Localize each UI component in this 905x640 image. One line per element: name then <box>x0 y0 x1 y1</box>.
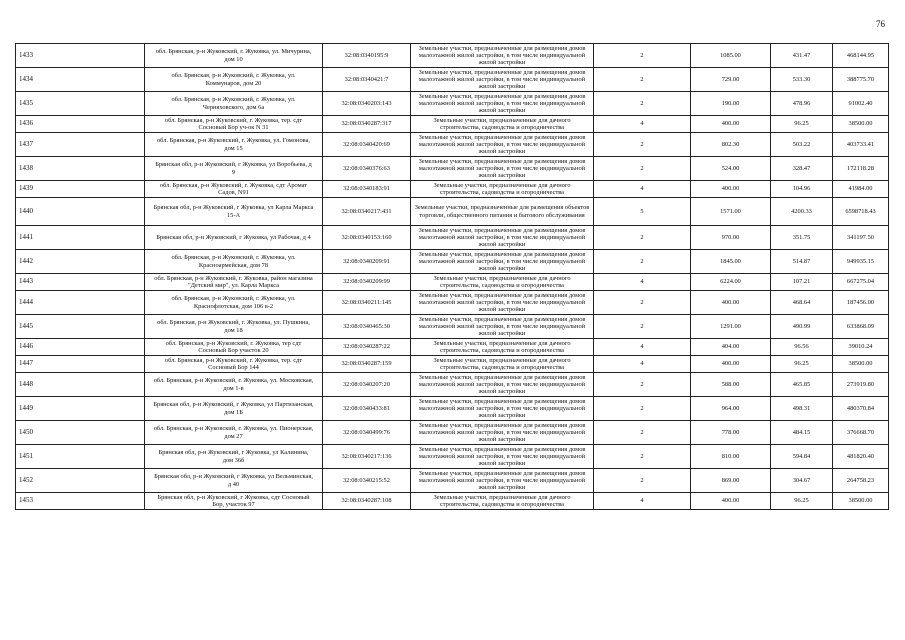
cadastral-value-cell: 39010.24 <box>833 339 889 356</box>
area-cell: 1291.00 <box>691 315 771 339</box>
specific-value-cell: 478.96 <box>771 92 833 116</box>
specific-value-cell: 96.25 <box>771 356 833 373</box>
table-row <box>16 133 889 157</box>
row-number: 1434 <box>16 68 145 92</box>
land-use-cell: Земельные участки, предназначенные для дачного строительства, садоводства и огородничества <box>411 274 594 291</box>
cadastral-value-cell: 41984.00 <box>833 181 889 198</box>
cadastral-value-table <box>15 43 889 510</box>
cadastral-value-cell: 341197.50 <box>833 226 889 250</box>
cadastral-value-cell: 91002.40 <box>833 92 889 116</box>
cadastral-number-cell: 32:08:0340287:108 <box>323 493 411 510</box>
land-use-cell: Земельные участки, предназначенные для размещения домов малоэтажной жилой застройки, в том числе индивидуальной жилой застройки <box>411 421 594 445</box>
address-cell: обл. Брянская, р-н Жуковский, г. Жуковка, тер. сдт Сосновый Бор 144 <box>145 356 323 373</box>
row-number: 1450 <box>16 421 145 445</box>
table-row <box>16 250 889 274</box>
area-cell: 404.00 <box>691 339 771 356</box>
specific-value-cell: 468.64 <box>771 291 833 315</box>
land-use-cell: Земельные участки, предназначенные для размещения домов малоэтажной жилой застройки, в том числе индивидуальной жилой застройки <box>411 44 594 68</box>
specific-value-cell: 533.30 <box>771 68 833 92</box>
group-cell: 2 <box>594 44 691 68</box>
address-cell: обл. Брянская, р-н Жуковский, г. Жуковка, ул. Гомонова, дом 15 <box>145 133 323 157</box>
area-cell: 1085.00 <box>691 44 771 68</box>
table-row <box>16 92 889 116</box>
area-cell: 1571.00 <box>691 198 771 226</box>
cadastral-value-cell: 376668.70 <box>833 421 889 445</box>
row-number: 1451 <box>16 445 145 469</box>
cadastral-number-cell: 32:08:0340217:431 <box>323 198 411 226</box>
address-cell: Брянская обл, р-н Жуковский, г Жуковка, ул Вельминская, д 40 <box>145 469 323 493</box>
cadastral-number-cell: 32:08:0340209:99 <box>323 274 411 291</box>
row-number: 1437 <box>16 133 145 157</box>
row-number: 1439 <box>16 181 145 198</box>
land-use-cell: Земельные участки, предназначенные для размещения домов малоэтажной жилой застройки, в том числе индивидуальной жилой застройки <box>411 68 594 92</box>
group-cell: 2 <box>594 157 691 181</box>
table-row <box>16 373 889 397</box>
address-cell: обл. Брянская, р-н Жуковский, г. Жуковка, ул. Красноармейская, дом 78 <box>145 250 323 274</box>
page-number: 76 <box>876 19 885 29</box>
land-use-cell: Земельные участки, предназначенные для размещения объектов торговли, общественного питания и бытового обслуживания <box>411 198 594 226</box>
cadastral-number-cell: 32:08:0340203:143 <box>323 92 411 116</box>
land-use-cell: Земельные участки, предназначенные для размещения домов малоэтажной жилой застройки, в том числе индивидуальной жилой застройки <box>411 92 594 116</box>
land-use-cell: Земельные участки, предназначенные для размещения домов малоэтажной жилой застройки, в том числе индивидуальной жилой застройки <box>411 291 594 315</box>
cadastral-number-cell: 32:08:0340215:52 <box>323 469 411 493</box>
land-use-cell: Земельные участки, предназначенные для размещения домов малоэтажной жилой застройки, в том числе индивидуальной жилой застройки <box>411 157 594 181</box>
row-number: 1449 <box>16 397 145 421</box>
row-number: 1440 <box>16 198 145 226</box>
table-row <box>16 421 889 445</box>
area-cell: 729.00 <box>691 68 771 92</box>
area-cell: 802.30 <box>691 133 771 157</box>
table-row <box>16 339 889 356</box>
row-number: 1435 <box>16 92 145 116</box>
land-use-cell: Земельные участки, предназначенные для размещения домов малоэтажной жилой застройки, в том числе индивидуальной жилой застройки <box>411 469 594 493</box>
address-cell: Брянская обл, р-н Жуковский, г Жуковка, ул Партизанская, дом 1Б <box>145 397 323 421</box>
cadastral-number-cell: 32:08:0340465:30 <box>323 315 411 339</box>
cadastral-value-cell: 949935.15 <box>833 250 889 274</box>
address-cell: обл. Брянская, р-н Жуковский, г. Жуковка, тер сдт Сосновый Бор участок 20 <box>145 339 323 356</box>
group-cell: 2 <box>594 291 691 315</box>
table-row <box>16 274 889 291</box>
land-use-cell: Земельные участки, предназначенные для дачного строительства, садоводства и огородничества <box>411 356 594 373</box>
table-row <box>16 493 889 510</box>
row-number: 1444 <box>16 291 145 315</box>
cadastral-value-cell: 38500.00 <box>833 356 889 373</box>
cadastral-value-cell: 264758.23 <box>833 469 889 493</box>
address-cell: обл. Брянская, р-н Жуковский, г. Жуковка, сдт Аромат Садов, N91 <box>145 181 323 198</box>
row-number: 1445 <box>16 315 145 339</box>
area-cell: 400.00 <box>691 181 771 198</box>
group-cell: 4 <box>594 493 691 510</box>
row-number: 1442 <box>16 250 145 274</box>
row-number: 1443 <box>16 274 145 291</box>
group-cell: 4 <box>594 181 691 198</box>
table-row <box>16 291 889 315</box>
row-number: 1453 <box>16 493 145 510</box>
specific-value-cell: 96.56 <box>771 339 833 356</box>
group-cell: 2 <box>594 469 691 493</box>
group-cell: 2 <box>594 92 691 116</box>
table-row <box>16 68 889 92</box>
cadastral-number-cell: 32:08:0340153:160 <box>323 226 411 250</box>
specific-value-cell: 328.47 <box>771 157 833 181</box>
group-cell: 2 <box>594 421 691 445</box>
group-cell: 2 <box>594 397 691 421</box>
cadastral-number-cell: 32:08:0340207:20 <box>323 373 411 397</box>
cadastral-number-cell: 32:08:0340287:22 <box>323 339 411 356</box>
cadastral-number-cell: 32:08:0340433:81 <box>323 397 411 421</box>
area-cell: 1845.00 <box>691 250 771 274</box>
area-cell: 400.00 <box>691 493 771 510</box>
cadastral-number-cell: 32:08:0340420:69 <box>323 133 411 157</box>
area-cell: 524.00 <box>691 157 771 181</box>
address-cell: Брянская обл, р-н Жуковский, г Жуковка, ул Рабочая, д 4 <box>145 226 323 250</box>
group-cell: 2 <box>594 133 691 157</box>
cadastral-value-cell: 38500.00 <box>833 493 889 510</box>
specific-value-cell: 594.84 <box>771 445 833 469</box>
specific-value-cell: 4200.33 <box>771 198 833 226</box>
group-cell: 2 <box>594 445 691 469</box>
specific-value-cell: 503.22 <box>771 133 833 157</box>
specific-value-cell: 96.25 <box>771 493 833 510</box>
cadastral-value-cell: 187456.00 <box>833 291 889 315</box>
specific-value-cell: 514.87 <box>771 250 833 274</box>
area-cell: 964.00 <box>691 397 771 421</box>
address-cell: Брянская обл, р-н Жуковский, г Жуковка, сдт Сосновый Бор, участок 97 <box>145 493 323 510</box>
cadastral-number-cell: 32:08:0340209:91 <box>323 250 411 274</box>
cadastral-number-cell: 32:08:0340287:159 <box>323 356 411 373</box>
table-row <box>16 315 889 339</box>
land-use-cell: Земельные участки, предназначенные для размещения домов малоэтажной жилой застройки, в том числе индивидуальной жилой застройки <box>411 250 594 274</box>
address-cell: обл. Брянская, р-н Жуковский, г. Жуковка, ул. Краснофлотская, дом 106 в-2 <box>145 291 323 315</box>
address-cell: Брянская обл, р-н Жуковский, г Жуковка, ул Карла Маркса 15-А <box>145 198 323 226</box>
table-row <box>16 397 889 421</box>
cadastral-number-cell: 32:08:0340211:145 <box>323 291 411 315</box>
row-number: 1452 <box>16 469 145 493</box>
table-row <box>16 116 889 133</box>
group-cell: 2 <box>594 226 691 250</box>
land-use-cell: Земельные участки, предназначенные для дачного строительства, садоводства и огородничества <box>411 116 594 133</box>
specific-value-cell: 484.15 <box>771 421 833 445</box>
row-number: 1441 <box>16 226 145 250</box>
address-cell: обл. Брянская, р-н Жуковский, г. Жуковка, ул. Черняховского, дом 6а <box>145 92 323 116</box>
specific-value-cell: 351.75 <box>771 226 833 250</box>
cadastral-value-cell: 403733.41 <box>833 133 889 157</box>
address-cell: обл. Брянская, р-н Жуковский, г. Жуковка, ул. Пушкина, дом 18 <box>145 315 323 339</box>
address-cell: обл. Брянская, р-н Жуковский, г. Жуковка, ул. Московская, дом 1-в <box>145 373 323 397</box>
cadastral-number-cell: 32:08:0340195:9 <box>323 44 411 68</box>
cadastral-number-cell: 32:08:0340217:136 <box>323 445 411 469</box>
land-use-cell: Земельные участки, предназначенные для размещения домов малоэтажной жилой застройки, в том числе индивидуальной жилой застройки <box>411 133 594 157</box>
table-row <box>16 469 889 493</box>
table-row <box>16 445 889 469</box>
group-cell: 4 <box>594 116 691 133</box>
specific-value-cell: 96.25 <box>771 116 833 133</box>
area-cell: 588.00 <box>691 373 771 397</box>
area-cell: 869.00 <box>691 469 771 493</box>
cadastral-number-cell: 32:08:0340287:317 <box>323 116 411 133</box>
row-number: 1446 <box>16 339 145 356</box>
group-cell: 4 <box>594 274 691 291</box>
area-cell: 190.00 <box>691 92 771 116</box>
row-number: 1436 <box>16 116 145 133</box>
address-cell: обл. Брянская, р-н Жуковский, г. Жуковка, ул. Коммунаров, дом 20 <box>145 68 323 92</box>
cadastral-number-cell: 32:08:0340421:7 <box>323 68 411 92</box>
table-row <box>16 226 889 250</box>
address-cell: обл. Брянская, р-н Жуковский, г. Жуковка, ул. Мичурина, дом 10 <box>145 44 323 68</box>
land-use-cell: Земельные участки, предназначенные для дачного строительства, садоводства и огородничества <box>411 181 594 198</box>
land-use-cell: Земельные участки, предназначенные для дачного строительства, садоводства и огородничества <box>411 493 594 510</box>
area-cell: 6224.00 <box>691 274 771 291</box>
specific-value-cell: 465.85 <box>771 373 833 397</box>
cadastral-value-cell: 633868.09 <box>833 315 889 339</box>
area-cell: 400.00 <box>691 291 771 315</box>
group-cell: 4 <box>594 356 691 373</box>
land-use-cell: Земельные участки, предназначенные для размещения домов малоэтажной жилой застройки, в том числе индивидуальной жилой застройки <box>411 397 594 421</box>
cadastral-value-cell: 172118.28 <box>833 157 889 181</box>
row-number: 1448 <box>16 373 145 397</box>
land-use-cell: Земельные участки, предназначенные для размещения домов малоэтажной жилой застройки, в том числе индивидуальной жилой застройки <box>411 445 594 469</box>
table-row <box>16 181 889 198</box>
table-row <box>16 356 889 373</box>
cadastral-value-cell: 481820.40 <box>833 445 889 469</box>
table-row <box>16 157 889 181</box>
specific-value-cell: 104.96 <box>771 181 833 198</box>
row-number: 1447 <box>16 356 145 373</box>
cadastral-number-cell: 32:08:0340183:91 <box>323 181 411 198</box>
address-cell: Брянская обл, р-н Жуковский, г Жуковка, ул Воробьева, д 9 <box>145 157 323 181</box>
land-use-cell: Земельные участки, предназначенные для размещения домов малоэтажной жилой застройки, в том числе индивидуальной жилой застройки <box>411 373 594 397</box>
group-cell: 5 <box>594 198 691 226</box>
row-number: 1438 <box>16 157 145 181</box>
area-cell: 810.00 <box>691 445 771 469</box>
cadastral-value-cell: 388775.70 <box>833 68 889 92</box>
group-cell: 2 <box>594 315 691 339</box>
cadastral-value-cell: 667275.04 <box>833 274 889 291</box>
address-cell: обл. Брянская, р-н Жуковский, г. Жуковка, ул. Пионерская, дом 27 <box>145 421 323 445</box>
cadastral-number-cell: 32:08:0340499:76 <box>323 421 411 445</box>
land-use-cell: Земельные участки, предназначенные для размещения домов малоэтажной жилой застройки, в том числе индивидуальной жилой застройки <box>411 226 594 250</box>
area-cell: 778.00 <box>691 421 771 445</box>
row-number: 1433 <box>16 44 145 68</box>
group-cell: 2 <box>594 250 691 274</box>
address-cell: Брянская обл, р-н Жуковский, г Жуковка, ул Калинина, дом 36б <box>145 445 323 469</box>
group-cell: 4 <box>594 339 691 356</box>
group-cell: 2 <box>594 373 691 397</box>
area-cell: 400.00 <box>691 356 771 373</box>
specific-value-cell: 107.21 <box>771 274 833 291</box>
cadastral-value-cell: 273919.80 <box>833 373 889 397</box>
table-row <box>16 198 889 226</box>
cadastral-value-cell: 38500.00 <box>833 116 889 133</box>
group-cell: 2 <box>594 68 691 92</box>
specific-value-cell: 431.47 <box>771 44 833 68</box>
cadastral-number-cell: 32:08:0340376:63 <box>323 157 411 181</box>
land-use-cell: Земельные участки, предназначенные для размещения домов малоэтажной жилой застройки, в том числе индивидуальной жилой застройки <box>411 315 594 339</box>
table-row <box>16 44 889 68</box>
address-cell: обл. Брянская, р-н Жуковский, г. Жуковка, район магазина "Детский мир", ул. Карла Маркса <box>145 274 323 291</box>
cadastral-value-cell: 480370.84 <box>833 397 889 421</box>
area-cell: 400.00 <box>691 116 771 133</box>
specific-value-cell: 498.31 <box>771 397 833 421</box>
specific-value-cell: 304.67 <box>771 469 833 493</box>
address-cell: обл. Брянская, р-н Жуковский, г. Жуковка, тер. сдт Сосновый Бор уч-ок N 31 <box>145 116 323 133</box>
land-use-cell: Земельные участки, предназначенные для дачного строительства, садоводства и огородничества <box>411 339 594 356</box>
cadastral-value-cell: 468144.95 <box>833 44 889 68</box>
specific-value-cell: 490.99 <box>771 315 833 339</box>
cadastral-value-cell: 6598718.43 <box>833 198 889 226</box>
area-cell: 970.00 <box>691 226 771 250</box>
